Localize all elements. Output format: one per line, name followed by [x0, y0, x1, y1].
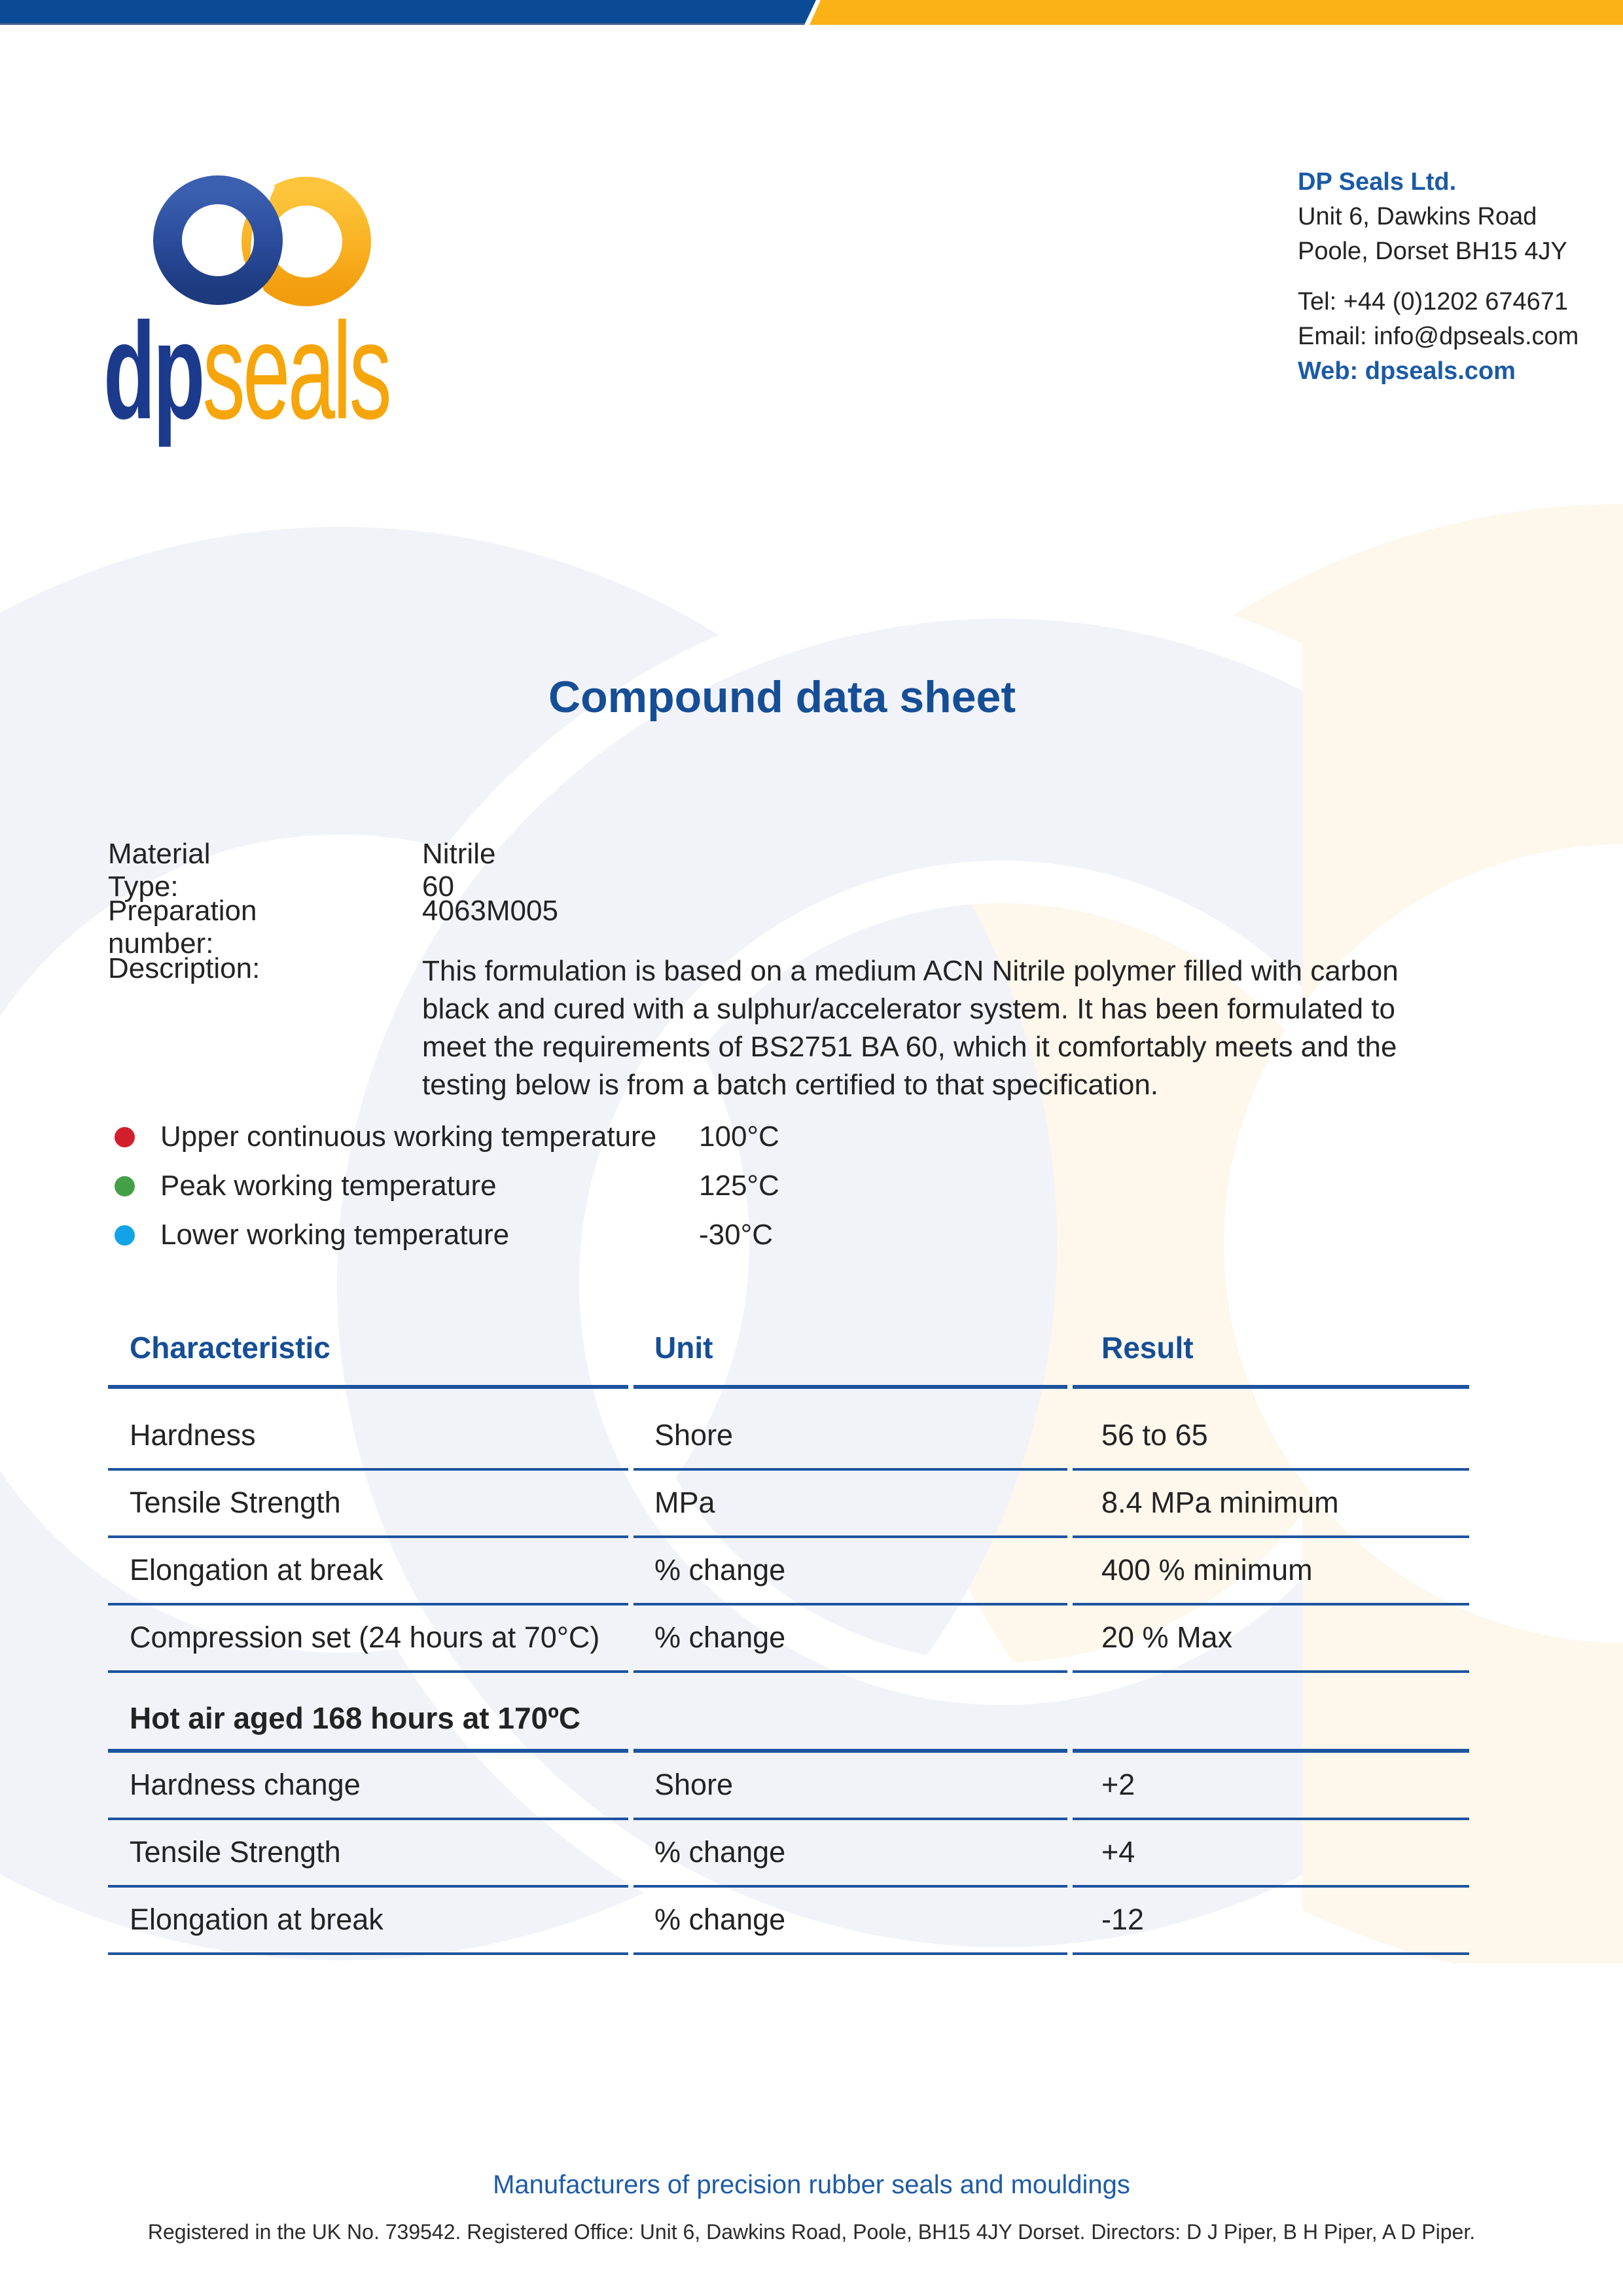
footer-tagline: Manufacturers of precision rubber seals and mouldings	[493, 2170, 1130, 2199]
website-line: Web: dpseals.com	[1298, 357, 1516, 385]
contact-block	[1298, 165, 1578, 389]
cell-characteristic: Elongation at break	[108, 1888, 628, 1955]
characteristics-table	[108, 1317, 1469, 1955]
list-item	[108, 1219, 880, 1268]
preparation-number-value: 4063M005	[422, 895, 558, 927]
cell-unit: % change	[633, 1538, 1067, 1605]
page-title: Compound data sheet	[548, 672, 1016, 722]
cell-result: +2	[1073, 1753, 1469, 1820]
temperature-value: 125°C	[699, 1170, 779, 1202]
column-header-characteristic: Characteristic	[108, 1317, 628, 1389]
list-item	[108, 1170, 880, 1219]
material-type-label: Material Type:	[108, 838, 211, 903]
material-type-value: Nitrile 60	[422, 838, 496, 903]
cell-unit: MPa	[633, 1471, 1067, 1538]
temperature-label: Upper continuous working temperature	[160, 1121, 657, 1153]
cell-result: 56 to 65	[1073, 1389, 1469, 1471]
table-row	[108, 1753, 1469, 1820]
cell-characteristic: Hardness	[108, 1389, 628, 1471]
section-spacer-cell	[1073, 1673, 1469, 1753]
cell-characteristic: Elongation at break	[108, 1538, 628, 1605]
table-row	[108, 1471, 1469, 1538]
table-row	[108, 1888, 1469, 1955]
description-value: This formulation is based on a medium ACN Nitrile polymer filled with carbon black and cured with a sulphur/accelerator system. It has been formulated to meet the requirements of BS2751 BA 60, which it comfortably meets and the testing below is from a batch certified to that specification.	[422, 955, 1399, 1101]
cell-result: 20 % Max	[1073, 1605, 1469, 1673]
table-row	[108, 1605, 1469, 1673]
cell-characteristic: Tensile Strength	[108, 1471, 628, 1538]
table-header-row	[108, 1317, 1469, 1389]
cell-characteristic: Hardness change	[108, 1753, 628, 1820]
section-title: Hot air aged 168 hours at 170ºC	[108, 1673, 628, 1753]
email-line: Email: info@dpseals.com	[1298, 323, 1579, 350]
temperature-label: Peak working temperature	[160, 1170, 497, 1202]
temperature-list	[108, 1121, 880, 1268]
cell-characteristic: Tensile Strength	[108, 1820, 628, 1888]
temperature-label: Lower working temperature	[160, 1219, 510, 1251]
temperature-value: 100°C	[699, 1121, 779, 1153]
table-row	[108, 1389, 1469, 1471]
company-name: DP Seals Ltd.	[1298, 168, 1457, 196]
cell-result: -12	[1073, 1888, 1469, 1955]
logo-text-seals: seals	[202, 294, 389, 448]
preparation-number-label: Preparation number:	[108, 895, 257, 960]
address-line-1: Unit 6, Dawkins Road	[1298, 203, 1537, 230]
cell-unit: Shore	[633, 1753, 1067, 1820]
temperature-value: -30°C	[699, 1219, 773, 1251]
green-bullet-icon	[115, 1176, 135, 1196]
cell-unit: % change	[633, 1820, 1067, 1888]
phone-line: Tel: +44 (0)1202 674671	[1298, 288, 1569, 315]
address-line-2: Poole, Dorset BH15 4JY	[1298, 238, 1567, 265]
table-row	[108, 1820, 1469, 1888]
column-header-unit: Unit	[633, 1317, 1067, 1389]
top-accent-bar	[0, 0, 1623, 25]
description-label: Description:	[108, 952, 260, 984]
cell-result: 400 % minimum	[1073, 1538, 1469, 1605]
footer-registered-line: Registered in the UK No. 739542. Registered Office: Unit 6, Dawkins Road, Poole, BH15 4JY Dorset. Directors: D J Piper, B H Piper, A D Piper.	[147, 2220, 1476, 2244]
cell-unit: % change	[633, 1605, 1067, 1673]
logo-text-dp: dp	[103, 294, 203, 448]
cell-result: +4	[1073, 1820, 1469, 1888]
blue-bullet-icon	[115, 1225, 135, 1246]
table-section-header-row	[108, 1673, 1469, 1753]
column-header-result: Result	[1073, 1317, 1469, 1389]
table-row	[108, 1538, 1469, 1605]
cell-result: 8.4 MPa minimum	[1073, 1471, 1469, 1538]
section-spacer-cell	[633, 1673, 1067, 1753]
cell-unit: Shore	[633, 1389, 1067, 1471]
cell-characteristic: Compression set (24 hours at 70°C)	[108, 1605, 628, 1673]
cell-unit: % change	[633, 1888, 1067, 1955]
dp-seals-logo-wordmark	[103, 294, 389, 448]
red-bullet-icon	[115, 1127, 135, 1147]
list-item	[108, 1121, 880, 1170]
top-accent-bar-shadow	[0, 23, 804, 25]
contact-spacer	[1298, 269, 1578, 285]
